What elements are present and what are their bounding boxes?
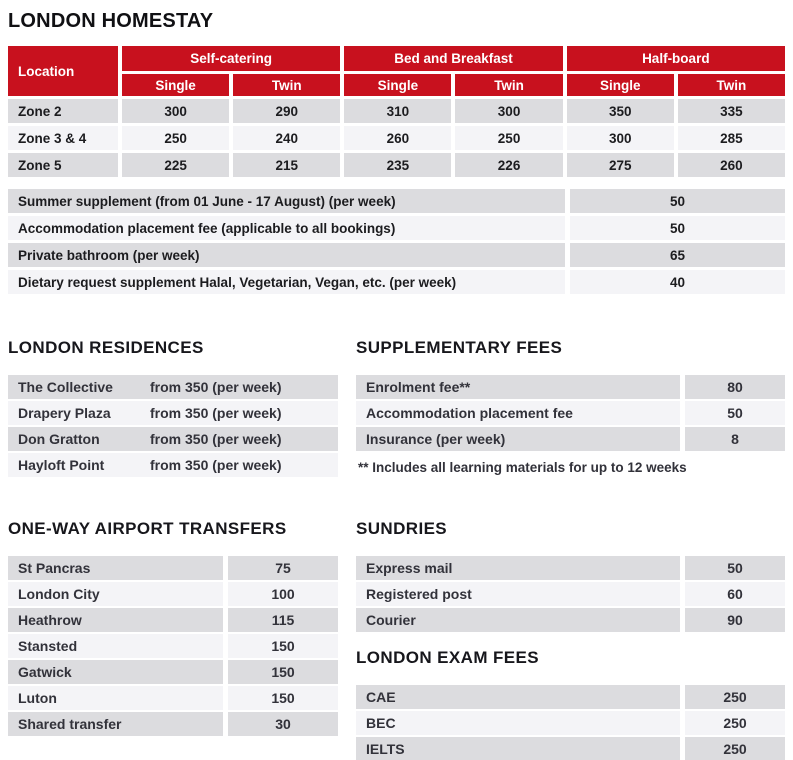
homestay-price-cell: 235: [344, 153, 451, 177]
sundry-label: Registered post: [356, 582, 680, 606]
homestay-price-cell: 250: [122, 126, 229, 150]
exam-fees-title: LONDON EXAM FEES: [356, 648, 540, 667]
page-title: LONDON HOMESTAY: [8, 10, 214, 32]
residence-price: from 350 (per week): [150, 401, 338, 425]
airport-transfers-title: ONE-WAY AIRPORT TRANSFERS: [8, 519, 287, 538]
residence-name: The Collective: [8, 375, 150, 399]
homestay-subheader-single: Single: [344, 74, 451, 96]
residences-table: [8, 375, 338, 477]
homestay-price-cell: 225: [122, 153, 229, 177]
supplement-label: Dietary request supplement Halal, Vegetarian, Vegan, etc. (per week): [8, 270, 565, 294]
homestay-subheader-twin: Twin: [678, 74, 785, 96]
transfer-price: 150: [228, 686, 338, 710]
sundries-title: SUNDRIES: [356, 519, 448, 538]
supplement-value: 40: [570, 270, 785, 294]
transfer-label: Heathrow: [8, 608, 223, 632]
homestay-header-location: Location: [8, 46, 118, 96]
homestay-price-cell: 275: [567, 153, 674, 177]
residence-name: Drapery Plaza: [8, 401, 150, 425]
exam-price: 250: [685, 685, 785, 709]
residence-price: from 350 (per week): [150, 453, 338, 477]
transfer-label: Shared transfer: [8, 712, 223, 736]
transfer-label: St Pancras: [8, 556, 223, 580]
transfer-price: 150: [228, 660, 338, 684]
homestay-price-cell: 250: [455, 126, 562, 150]
transfer-price: 100: [228, 582, 338, 606]
sundries-exam-section: [356, 519, 785, 760]
residences-title: LONDON RESIDENCES: [8, 338, 204, 357]
supplement-label: Accommodation placement fee (applicable to all bookings): [8, 216, 565, 240]
homestay-price-cell: 260: [344, 126, 451, 150]
fee-value: 80: [685, 375, 785, 399]
homestay-header-bed-and-breakfast: Bed and Breakfast: [344, 46, 562, 71]
fee-label: Insurance (per week): [356, 427, 680, 451]
homestay-subheader-twin: Twin: [455, 74, 562, 96]
homestay-price-cell: 260: [678, 153, 785, 177]
residence-name: Don Gratton: [8, 427, 150, 451]
homestay-price-cell: 350: [567, 99, 674, 123]
sundry-label: Courier: [356, 608, 680, 632]
transfer-price: 150: [228, 634, 338, 658]
transfer-price: 115: [228, 608, 338, 632]
residence-price: from 350 (per week): [150, 375, 338, 399]
homestay-header-self-catering: Self-catering: [122, 46, 340, 71]
homestay-price-cell: 300: [455, 99, 562, 123]
supplement-value: 50: [570, 189, 785, 213]
transfer-label: Stansted: [8, 634, 223, 658]
supplementary-fees-section: [356, 338, 785, 475]
supplement-value: 65: [570, 243, 785, 267]
homestay-zone-cell: Zone 5: [8, 153, 118, 177]
homestay-price-cell: 290: [233, 99, 340, 123]
sundry-price: 50: [685, 556, 785, 580]
transfer-label: London City: [8, 582, 223, 606]
homestay-price-cell: 300: [122, 99, 229, 123]
sundries-table: [356, 556, 785, 632]
middle-band: [8, 338, 785, 477]
fee-label: Enrolment fee**: [356, 375, 680, 399]
fee-label: Accommodation placement fee: [356, 401, 680, 425]
homestay-price-cell: 285: [678, 126, 785, 150]
transfer-label: Gatwick: [8, 660, 223, 684]
homestay-subheader-twin: Twin: [233, 74, 340, 96]
fee-value: 50: [685, 401, 785, 425]
exam-label: IELTS: [356, 737, 680, 760]
exam-price: 250: [685, 711, 785, 735]
homestay-subheader-single: Single: [122, 74, 229, 96]
exam-label: CAE: [356, 685, 680, 709]
bottom-band: [8, 519, 785, 760]
residence-price: from 350 (per week): [150, 427, 338, 451]
exam-fees-table: [356, 685, 785, 760]
supplement-label: Private bathroom (per week): [8, 243, 565, 267]
sundry-label: Express mail: [356, 556, 680, 580]
homestay-header-half-board: Half-board: [567, 46, 785, 71]
homestay-price-cell: 226: [455, 153, 562, 177]
homestay-zone-cell: Zone 2: [8, 99, 118, 123]
homestay-price-cell: 215: [233, 153, 340, 177]
airport-transfers-table: [8, 556, 338, 736]
homestay-zone-cell: Zone 3 & 4: [8, 126, 118, 150]
homestay-price-cell: 310: [344, 99, 451, 123]
airport-transfers-section: [8, 519, 338, 736]
sundry-price: 90: [685, 608, 785, 632]
supplement-value: 50: [570, 216, 785, 240]
supplementary-fees-title: SUPPLEMENTARY FEES: [356, 338, 563, 357]
residence-name: Hayloft Point: [8, 453, 150, 477]
homestay-subheader-single: Single: [567, 74, 674, 96]
exam-label: BEC: [356, 711, 680, 735]
supplementary-fees-table: [356, 375, 785, 451]
supplement-label: Summer supplement (from 01 June - 17 August) (per week): [8, 189, 565, 213]
exam-price: 250: [685, 737, 785, 760]
transfer-price: 75: [228, 556, 338, 580]
enrolment-footnote: ** Includes all learning materials for up to 12 weeks: [358, 460, 687, 475]
fee-value: 8: [685, 427, 785, 451]
supplements-table: [8, 189, 785, 294]
transfer-price: 30: [228, 712, 338, 736]
homestay-price-cell: 240: [233, 126, 340, 150]
transfer-label: Luton: [8, 686, 223, 710]
residences-section: [8, 338, 338, 477]
sundry-price: 60: [685, 582, 785, 606]
homestay-price-cell: 300: [567, 126, 674, 150]
homestay-table: [8, 46, 785, 177]
homestay-price-cell: 335: [678, 99, 785, 123]
